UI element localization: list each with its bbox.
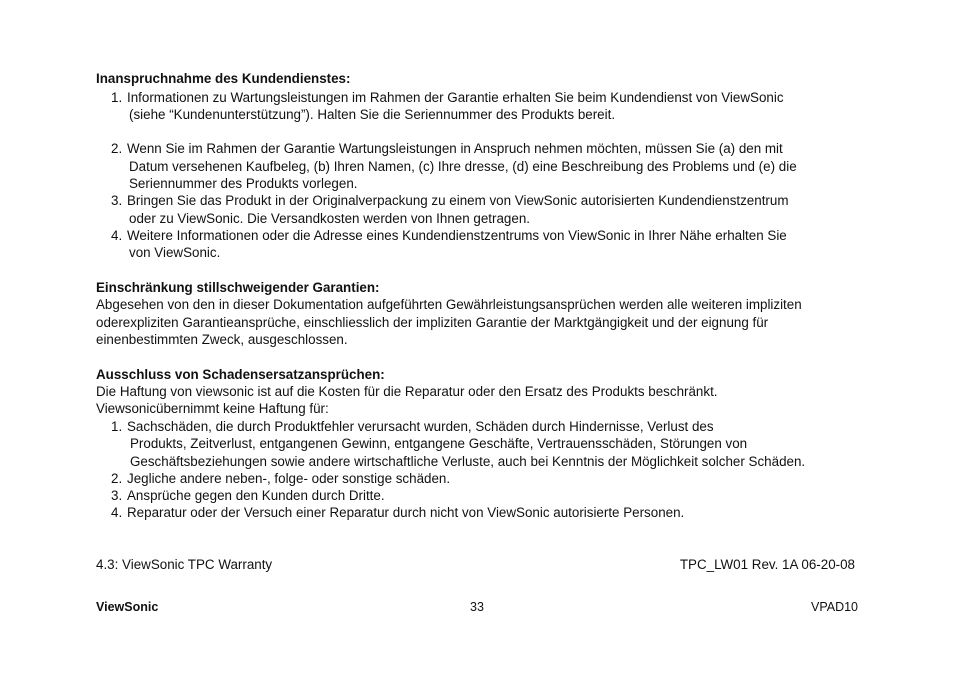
service-item-3-line-1: Bringen Sie das Produkt in der Originalverpackung zu einem von ViewSonic autorisierten Kundendienstzentrum [127,193,789,208]
service-item-4-number: 4. [111,228,123,243]
exclusion-item-1-line-2: Produkts, Zeitverlust, entgangenen Gewinn, entgangene Geschäfte, Vertrauensschäden, Störungen von [130,436,748,451]
page-number: 33 [470,600,484,614]
service-item-4-line-2: von ViewSonic. [129,245,221,260]
exclusion-heading: Ausschluss von Schadensersatzansprüchen: [96,367,385,382]
limitation-line-2: oderexpliziten Garantieansprüche, einschliesslich der impliziten Garantie der Marktgängigkeit und der eignung für [96,315,769,330]
footer-model: VPAD10 [810,600,858,614]
service-item-2-number: 2. [111,141,123,156]
limitation-line-3: einenbestimmten Zweck, ausgeschlossen. [96,332,348,347]
service-item-4-line-1: Weitere Informationen oder die Adresse eines Kundendienstzentrums von ViewSonic in Ihrer Nähe erhalten Sie [127,228,787,243]
exclusion-line-1: Die Haftung von viewsonic ist auf die Kosten für die Reparatur oder den Ersatz des Produkts beschränkt. [96,384,718,399]
exclusion-item-3-number: 3. [111,488,123,503]
exclusion-item-1-line-3: Geschäftsbeziehungen sowie andere wirtschaftliche Verluste, auch bei Kenntnis der Möglichkeit solcher Schäden. [130,454,806,469]
document-reference-left: 4.3: ViewSonic TPC Warranty [96,557,273,572]
document-revision-right: TPC_LW01 Rev. 1A 06-20-08 [679,557,855,572]
exclusion-item-4-number: 4. [111,505,123,520]
service-item-1-line-2: (siehe “Kundenunterstützung”). Halten Sie die Seriennummer des Produkts bereit. [129,107,616,122]
service-item-2-line-3: Seriennummer des Produkts vorlegen. [129,176,358,191]
exclusion-item-3-line-1: Ansprüche gegen den Kunden durch Dritte. [127,488,385,503]
footer-brand: ViewSonic [96,600,159,614]
service-item-1-line-1: Informationen zu Wartungsleistungen im Rahmen der Garantie erhalten Sie beim Kundendienst von ViewSonic [127,90,784,105]
limitation-line-1: Abgesehen von den in dieser Dokumentation aufgeführten Gewährleistungsansprüchen werden alle weiteren impliziten [96,297,802,312]
exclusion-item-4-line-1: Reparatur oder der Versuch einer Reparatur durch nicht von ViewSonic autorisierte Personen. [127,505,685,520]
service-item-1-number: 1. [111,90,123,105]
exclusion-item-2-line-1: Jegliche andere neben-, folge- oder sonstige schäden. [127,471,451,486]
service-item-2-line-1: Wenn Sie im Rahmen der Garantie Wartungsleistungen in Anspruch nehmen möchten, müssen Sie (a) den mit [127,141,783,156]
exclusion-item-1-line-1: Sachschäden, die durch Produktfehler verursacht wurden, Schäden durch Hindernisse, Verlust des [127,419,714,434]
exclusion-item-2-number: 2. [111,471,123,486]
exclusion-item-1-number: 1. [111,419,123,434]
service-heading: Inanspruchnahme des Kundendienstes: [96,71,351,86]
exclusion-line-2: Viewsonicübernimmt keine Haftung für: [96,401,329,416]
limitation-heading: Einschränkung stillschweigender Garantien: [96,280,380,295]
service-item-2-line-2: Datum versehenen Kaufbeleg, (b) Ihren Namen, (c) Ihre dresse, (d) eine Beschreibung des Problems und (e) die [129,159,797,174]
service-item-3-number: 3. [111,193,123,208]
service-item-3-line-2: oder zu ViewSonic. Die Versandkosten werden von Ihnen getragen. [129,211,530,226]
